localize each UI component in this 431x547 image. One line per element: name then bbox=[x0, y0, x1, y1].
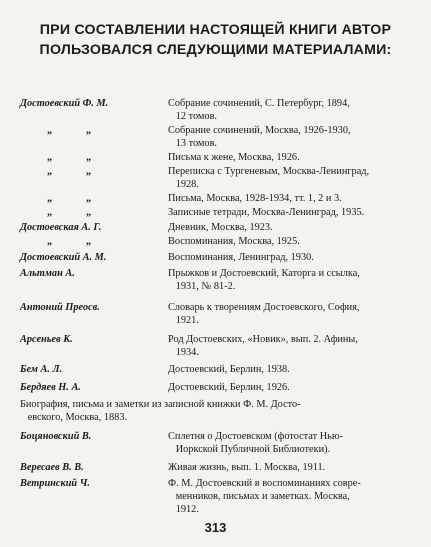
entry-work: Сплетня о Достоевском (фотостат Нью- Иоркской Публичной Библиотеки). bbox=[168, 431, 343, 455]
entry-work: Воспоминания, Ленинград, 1930. bbox=[168, 252, 314, 263]
entry-author: Боцяновский В. bbox=[20, 431, 92, 442]
entry-author: Арсеньев К. bbox=[20, 334, 73, 345]
entry-work: Собрание сочинений, С. Петербург, 1894, 12 томов. bbox=[168, 98, 350, 122]
entry-author: Ветринский Ч. bbox=[20, 478, 90, 489]
entry-full-text: Биография, письма и заметки из записной книжки Ф. М. Досто- евского, Москва, 1883. bbox=[20, 399, 301, 423]
ditto-mark: „ bbox=[47, 152, 53, 163]
ditto-mark: „ bbox=[47, 193, 53, 204]
entry-author: Бем А. Л. bbox=[20, 364, 63, 375]
ditto-mark: „ bbox=[86, 207, 92, 218]
ditto-mark: „ bbox=[47, 166, 53, 177]
heading-line-1: ПРИ СОСТАВЛЕНИИ НАСТОЯЩЕЙ КНИГИ АВТОР bbox=[39, 22, 392, 38]
entry-author: Достоевский А. М. bbox=[20, 252, 107, 263]
entry-work: Достоевский, Берлин, 1938. bbox=[168, 364, 290, 375]
entry-work: Дневник, Москва, 1923. bbox=[168, 222, 273, 233]
entry-work: Ф. М. Достоевский в воспоминаниях совре- менников, письмах и заметках. Москва, 1912. bbox=[168, 478, 361, 515]
entry-author: Антоний Преосв. bbox=[20, 302, 100, 313]
ditto-mark: „ bbox=[47, 236, 53, 247]
entry-author: Достоевская А. Г. bbox=[20, 222, 102, 233]
ditto-mark: „ bbox=[47, 207, 53, 218]
entry-work: Род Достоевских, «Новик», вып. 2. Афины, 1934. bbox=[168, 334, 358, 358]
ditto-mark: „ bbox=[86, 236, 92, 247]
entry-author: Бердяев Н. А. bbox=[20, 382, 81, 393]
entry-work: Переписка с Тургеневым, Москва-Ленинград, 1928. bbox=[168, 166, 370, 190]
entry-work: Письма к жене, Москва, 1926. bbox=[168, 152, 300, 163]
ditto-mark: „ bbox=[47, 125, 53, 136]
entry-work: Записные тетради, Москва-Ленинград, 1935. bbox=[168, 207, 365, 218]
page-number: 313 bbox=[204, 520, 227, 535]
entry-work: Воспоминания, Москва, 1925. bbox=[168, 236, 300, 247]
entry-work: Письма, Москва, 1928-1934, тт. 1, 2 и 3. bbox=[168, 193, 342, 204]
entry-work: Живая жизнь, вып. 1. Москва, 1911. bbox=[168, 462, 326, 473]
entry-author: Достоевский Ф. М. bbox=[20, 98, 109, 109]
entry-work: Прыжков и Достоевский, Каторга и ссылка, 1931, № 81-2. bbox=[168, 268, 360, 292]
entry-author: Вересаев В. В. bbox=[20, 462, 84, 473]
entry-author: Альтман А. bbox=[20, 268, 75, 279]
heading-line-2: ПОЛЬЗОВАЛСЯ СЛЕДУЮЩИМИ МАТЕРИАЛАМИ: bbox=[39, 42, 392, 58]
ditto-mark: „ bbox=[86, 166, 92, 177]
entry-work: Достоевский, Берлин, 1926. bbox=[168, 382, 290, 393]
ditto-mark: „ bbox=[86, 152, 92, 163]
entry-work: Собрание сочинений, Москва, 1926-1930, 13 томов. bbox=[168, 125, 351, 149]
ditto-mark: „ bbox=[86, 193, 92, 204]
entry-work: Словарь к творениям Достоевского, София, 1921. bbox=[168, 302, 360, 326]
ditto-mark: „ bbox=[86, 125, 92, 136]
